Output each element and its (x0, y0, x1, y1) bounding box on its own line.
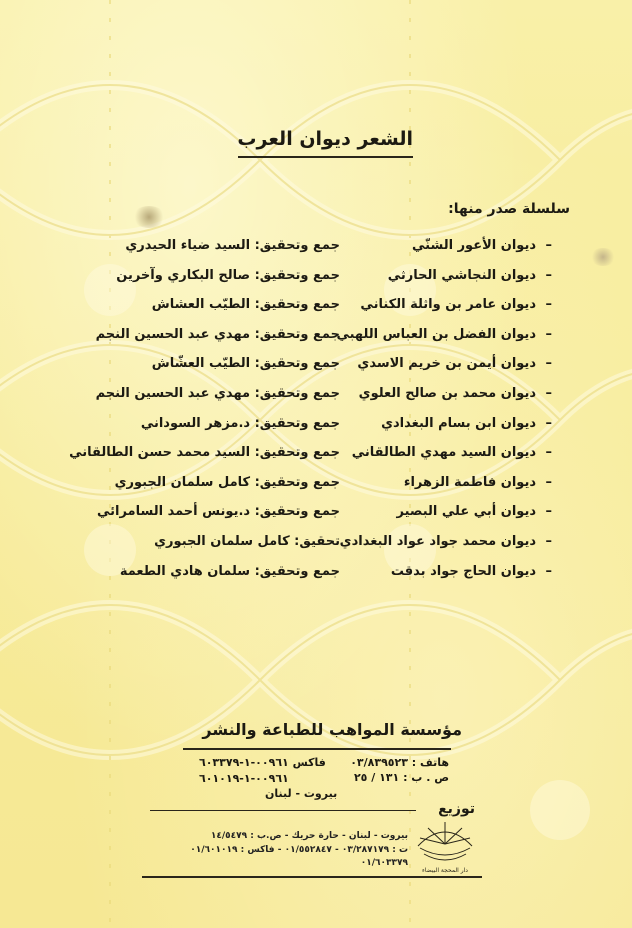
list-dash: – (545, 474, 552, 490)
list-dash: – (545, 504, 552, 520)
book-credit: جمع وتحقيق: د.يونس أحمد السامرائي (96, 504, 340, 520)
list-item (0, 564, 632, 594)
distribution-phones-2: ٠١/٦٠٣٣٧٩ (360, 858, 408, 868)
list-item (0, 504, 632, 534)
list-dash: – (545, 267, 552, 283)
book-title: ديوان محمد بن صالح العلوي (358, 385, 536, 401)
distribution-rule (150, 810, 416, 811)
list-dash: – (545, 356, 552, 372)
distribution-phones: ت : ٠٣/٢٨٧١٧٩ - ٠١/٥٥٢٨٤٧ - فاكس : ٠١/٦٠١٠١٩ (190, 845, 408, 855)
book-title: ديوان محمد جواد عواد البغدادي (339, 533, 536, 549)
book-title: ديوان الحاج جواد بدقت (390, 563, 536, 579)
bottom-rule (142, 876, 482, 878)
list-item (0, 534, 632, 564)
page-title: الشعر ديوان العرب (237, 128, 413, 150)
book-title: ديوان ابن بسام البغدادي (381, 415, 536, 431)
distribution-label: توزيع (438, 801, 475, 817)
title-block (238, 128, 413, 158)
list-item (0, 327, 632, 357)
distributor-logo-icon (410, 816, 480, 876)
list-item (0, 268, 632, 298)
book-title: ديوان أيمن بن خريم الاسدي (357, 356, 536, 372)
book-credit: تحقيق: كامل سلمان الجبوري (154, 533, 340, 549)
book-credit: جمع وتحقيق: السيد ضياء الحيدري (125, 238, 340, 253)
series-label: سلسلة صدر منها: (448, 201, 570, 217)
publisher-fax-2: ٠٠٩٦١-١-٦٠١٠١٩ (199, 772, 289, 785)
book-credit: جمع وتحقيق: كامل سلمان الجبوري (114, 474, 340, 490)
list-dash: – (545, 238, 552, 253)
list-dash: – (545, 385, 552, 401)
title-underline (238, 156, 413, 158)
book-title: ديوان السيد مهدي الطالقاني (351, 445, 536, 461)
publisher-city: بيروت - لبنان (265, 787, 338, 800)
list-item (0, 356, 632, 386)
book-credit: جمع وتحقيق: د.مزهر السوداني (140, 415, 340, 431)
list-item (0, 238, 632, 268)
book-credit: جمع وتحقيق: الطيّب العشاش (151, 297, 340, 313)
book-title: ديوان الأعور الشنّي (412, 238, 536, 253)
logo-text: دار المحجة البيضاء (422, 867, 468, 874)
book-credit: جمع وتحقيق: مهدي عبد الحسين النجم (95, 385, 340, 401)
list-item (0, 416, 632, 446)
book-title: ديوان أبي علي البصير (396, 504, 536, 520)
stain-mark (132, 206, 166, 228)
list-dash: – (545, 326, 552, 342)
list-item (0, 297, 632, 327)
publisher-fax: فاكس ٠٠٩٦١-١-٦٠٣٣٧٩ (199, 756, 326, 769)
book-title: ديوان الفضل بن العباس اللهبي (336, 326, 536, 342)
list-dash: – (545, 415, 552, 431)
book-credit: جمع وتحقيق: السيد محمد حسن الطالقاني (69, 445, 340, 461)
list-item (0, 445, 632, 475)
list-dash: – (545, 297, 552, 313)
list-item (0, 386, 632, 416)
list-item (0, 475, 632, 505)
publisher-name: مؤسسة المواهب للطباعة والنشر (202, 720, 462, 739)
book-title: ديوان فاطمة الزهراء (403, 474, 536, 490)
publisher-phone: هاتف : ٠٣/٨٣٩٥٢٣ (350, 756, 449, 769)
list-dash: – (545, 563, 552, 579)
book-title: ديوان النجاشي الحارثي (387, 267, 536, 283)
publisher-po-box: ص . ب : ١٣١ / ٢٥ (353, 771, 449, 784)
book-credit: جمع وتحقيق: الطيّب العشّاش (151, 356, 340, 372)
book-list (0, 238, 632, 593)
list-dash: – (545, 533, 552, 549)
list-dash: – (545, 445, 552, 461)
book-credit: جمع وتحقيق: سلمان هادي الطعمة (119, 563, 340, 579)
publisher-underline (183, 748, 451, 750)
book-credit: جمع وتحقيق: صالح البكاري وآخرين (116, 267, 340, 283)
book-credit: جمع وتحقيق: مهدي عبد الحسين النجم (95, 326, 340, 342)
distribution-address: بيروت - لبنان - حارة حريك - ص.ب : ١٤/٥٤٧٩ (210, 831, 408, 841)
book-title: ديوان عامر بن واثلة الكناني (360, 297, 536, 313)
